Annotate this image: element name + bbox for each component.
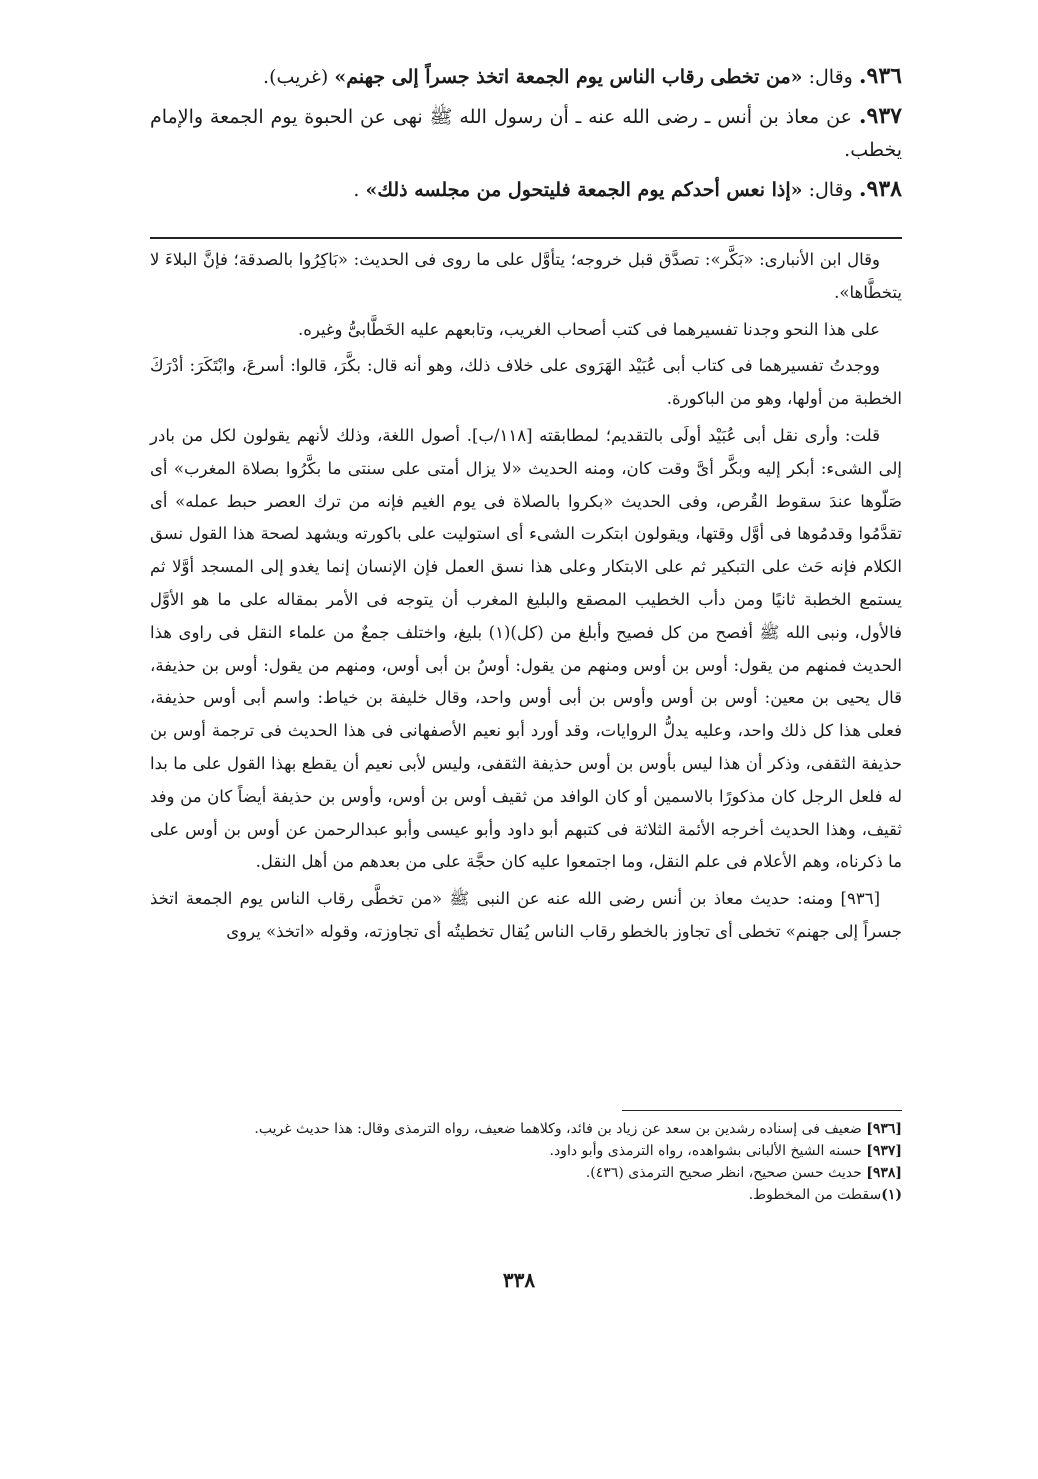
hadith-937 [150,100,902,167]
footnote-number: [٩٣٧] [866,1143,902,1159]
page-number: ٣٣٨ [502,1268,536,1292]
footnote-divider [622,1110,902,1111]
section-divider [150,237,902,239]
footnote [150,1118,902,1140]
hadith-tail: (غريب). [263,66,329,88]
hadith-tail: عن معاذ بن أنس ـ رضى الله عنه ـ أن رسول الله ﷺ نهى عن الحبوة يوم الجمعة والإمام يخطب. [150,106,902,161]
hadith-quote: «من تخطى رقاب الناس يوم الجمعة اتخذ جسراً إلى جهنم» [334,66,803,88]
footnote [150,1140,902,1162]
hadith-intro: وقال: [802,179,853,201]
hadith-intro: وقال: [802,66,853,88]
commentary-paragraph: ووجدتُ تفسيرهما فى كتاب أبى عُبَيْد الهَرَوى على خلاف ذلك، وهو أنه قال: بكَّرَ، قالوا: أسرعَ، وابْتَكَرَ: أدْرَكَ الخطبة من أولها، وهو من الباكورة. [150,356,902,409]
footnotes [150,1118,902,1206]
hadith-number: ٩٣٧. [858,103,902,129]
footnote-text: ضعيف فى إسناده رشدين بن سعد عن زياد بن فائد، وكلاهما ضعيف، رواه الترمذى وقال: هذا حديث غريب. [254,1121,867,1137]
hadith-938 [150,173,902,207]
footnote-text: سقطت من المخطوط. [748,1187,882,1203]
footnote [150,1162,902,1184]
footnote-text: حديث حسن صحيح، انظر صحيح الترمذى (٤٣٦). [585,1165,867,1181]
commentary-section [150,244,902,953]
hadith-tail: . [353,179,360,201]
commentary-paragraph: [٩٣٦] ومنه: حديث معاذ بن أنس رضى الله عنه عن النبى ﷺ «من تخطَّى رقاب الناس يوم الجمعة اتخذ جسراً إلى جهنم» تخطى أى تجاوز بالخطو رقاب الناس يُقال تخطيتُه أى تجاوزته، وقوله «اتخذ» يروى [150,889,902,941]
footnote-number: (١) [881,1187,902,1203]
footnote [150,1184,902,1206]
hadith-section [150,60,902,213]
footnote-number: [٩٣٨] [866,1165,902,1181]
commentary-paragraph: على هذا النحو وجدنا تفسيرهما فى كتب أصحاب الغريب، وتابعهم عليه الخَطَّابىُّ وغيره. [297,319,880,339]
hadith-number: ٩٣٦. [858,63,902,89]
hadith-quote: «إذا نعس أحدكم يوم الجمعة فليتحول من مجلسه ذلك» [365,179,803,201]
hadith-number: ٩٣٨. [858,176,902,202]
footnote-number: [٩٣٦] [866,1121,902,1137]
commentary-paragraph: وقال ابن الأنبارى: «بَكَّر»: تصدَّق قبل خروجه؛ يتأوَّل على ما روى فى الحديث: «بَاكِرُوا بالصدقة؛ فإنَّ البلاءَ لا يتخطَّاها». [150,250,902,302]
commentary-paragraph: قلت: وأرى نقل أبى عُبَيْد أولَى بالتقديم؛ لمطابقته [١١٨/ب]. أصول اللغة، وذلك لأنهم يقولون لكل من بادر إلى الشىء: أبكر إليه وبكَّر أىَّ وقت كان، ومنه الحديث «لا يزال أمتى على سنتى ما بكَّرُوا بصلاة المغرب» أى صَلّوها عندَ سقوط القُرص، وفى الحديث «بكروا بالصلاة فى يوم الغيم فإنه من ترك العصر حبط عمله» أى تقدَّمُوا وقدمُوها فى أوَّل وقتها، ويقولون ابتكرت الشىء أى استوليت على باكورته ويشهد لصحة هذا القول نسق الكلام فإنه حَث على التبكير ثم على الابتكار وعلى هذا نسق العمل فإن الإنسان إنما يغدو إلى المسجد أوَّلا ثم يستمع الخطبة ثانيًا ومن دأب الخطيب المصقع والبليغ المغرب أن يتوجه فى الأمر بمقاله على ما هو الأوَّل فالأول، ونبى الله ﷺ أفصح من كل فصيح وأبلغ من (كل)(١) بليغ، واختلف جمعٌ من علماء النقل فى راوى هذا الحديث فمنهم من يقول: أوس بن أوس ومنهم من يقول: أوسُ بن أبى أوس، ومنهم من يقول: أوس بن حذيفة، قال يحيى بن معين: أوس بن أوس وأوس بن أبى أوس واحد، وقال خليفة بن خياط: واسم أبى أوس حذيفة، فعلى هذا كل ذلك واحد، وعليه يدلُّ الروايات، وقد أورد أبو نعيم الأصفهانى فى هذا الحديث فى ترجمة أوس بن حذيفة الثقفى، وذكر أن هذا ليس بأوس بن أوس حذيفة الثقفى، وليس لأبى نعيم أن يقطع بهذا القول على ما بدا له فلعل الرجل كان مذكورًا بالاسمين أو كان الوافد من ثقيف أوس بن أوس، وأوس بن حذيفة أيضاً كان من وفد ثقيف، وهذا الحديث أخرجه الأئمة الثلاثة فى كتبهم أبو داود وأبو عيسى وأبو عبدالرحمن عن أوس بن أوس على ما ذكرناه، وهم الأعلام فى علم النقل، وما اجتمعوا عليه كان حجَّة على من بعدهم من أهل النقل. [150,425,903,872]
hadith-936 [150,60,902,94]
footnote-text: حسنه الشيخ الألبانى بشواهده، رواه الترمذى وأبو داود. [549,1143,867,1159]
